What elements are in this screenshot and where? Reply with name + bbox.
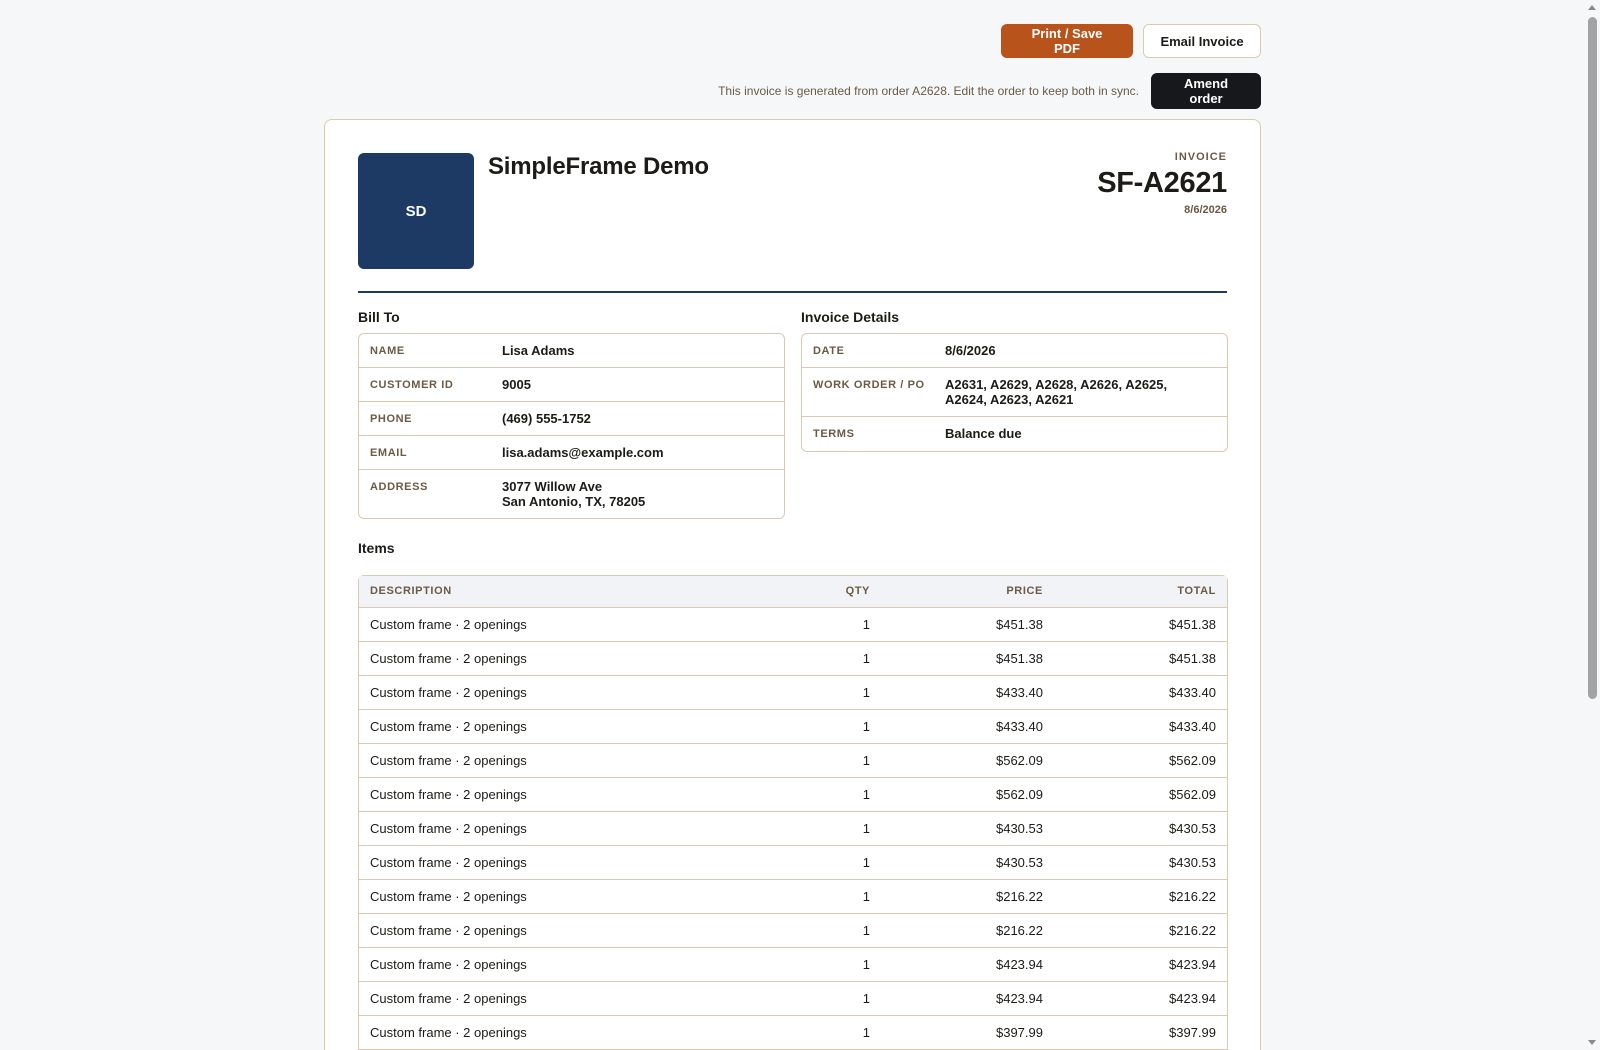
invoice-details-table bbox=[801, 333, 1228, 452]
item-qty: 1 bbox=[796, 879, 881, 913]
item-total: $562.09 bbox=[1054, 743, 1227, 777]
item-description: Custom frame · 2 openings bbox=[359, 777, 796, 811]
customer-email: lisa.adams@example.com bbox=[502, 445, 664, 460]
item-qty: 1 bbox=[796, 913, 881, 947]
details-work-order-row bbox=[802, 368, 1227, 417]
table-row bbox=[359, 607, 1227, 641]
item-total: $433.40 bbox=[1054, 675, 1227, 709]
table-row bbox=[359, 981, 1227, 1015]
item-price: $216.22 bbox=[881, 879, 1054, 913]
scroll-down-arrow-icon[interactable] bbox=[1588, 1040, 1596, 1045]
column-header-description: DESCRIPTION bbox=[359, 576, 796, 607]
items-header-row bbox=[359, 576, 1227, 607]
print-save-pdf-button[interactable]: Print / Save PDF bbox=[1001, 24, 1133, 58]
address-line-2: San Antonio, TX, 78205 bbox=[502, 494, 646, 509]
terms-key: TERMS bbox=[813, 428, 855, 440]
item-total: $423.94 bbox=[1054, 947, 1227, 981]
date-key: DATE bbox=[813, 345, 845, 357]
item-total: $451.38 bbox=[1054, 607, 1227, 641]
item-price: $562.09 bbox=[881, 743, 1054, 777]
email-key: EMAIL bbox=[370, 447, 408, 459]
invoice-header bbox=[1097, 151, 1227, 216]
item-price: $451.38 bbox=[881, 607, 1054, 641]
item-price: $430.53 bbox=[881, 845, 1054, 879]
item-description: Custom frame · 2 openings bbox=[359, 981, 796, 1015]
item-description: Custom frame · 2 openings bbox=[359, 743, 796, 777]
scroll-up-arrow-icon[interactable] bbox=[1588, 5, 1596, 10]
header-divider bbox=[358, 291, 1227, 293]
item-description: Custom frame · 2 openings bbox=[359, 879, 796, 913]
items-table-wrapper bbox=[358, 575, 1228, 1050]
invoice-label: INVOICE bbox=[1174, 151, 1227, 163]
address-key: ADDRESS bbox=[370, 481, 428, 493]
table-row bbox=[359, 777, 1227, 811]
item-description: Custom frame · 2 openings bbox=[359, 675, 796, 709]
item-description: Custom frame · 2 openings bbox=[359, 845, 796, 879]
item-price: $397.99 bbox=[881, 1015, 1054, 1049]
column-header-price: PRICE bbox=[881, 576, 1054, 607]
table-row bbox=[359, 811, 1227, 845]
invoice-document bbox=[324, 119, 1261, 1050]
invoice-details-title: Invoice Details bbox=[801, 309, 900, 325]
details-date-row bbox=[802, 334, 1227, 368]
customer-id-key: CUSTOMER ID bbox=[370, 379, 454, 391]
item-qty: 1 bbox=[796, 607, 881, 641]
item-price: $433.40 bbox=[881, 675, 1054, 709]
sync-note-text: This invoice is generated from order A2628. Edit the order to keep both in sync. bbox=[718, 84, 1139, 98]
details-date: 8/6/2026 bbox=[945, 343, 996, 358]
bill-to-customer-id-row bbox=[359, 368, 784, 402]
table-row bbox=[359, 709, 1227, 743]
address-line-1: 3077 Willow Ave bbox=[502, 479, 603, 494]
item-qty: 1 bbox=[796, 981, 881, 1015]
item-description: Custom frame · 2 openings bbox=[359, 709, 796, 743]
item-qty: 1 bbox=[796, 641, 881, 675]
customer-name: Lisa Adams bbox=[502, 343, 575, 358]
item-description: Custom frame · 2 openings bbox=[359, 1015, 796, 1049]
item-total: $451.38 bbox=[1054, 641, 1227, 675]
company-logo bbox=[358, 153, 474, 269]
item-qty: 1 bbox=[796, 1015, 881, 1049]
item-price: $562.09 bbox=[881, 777, 1054, 811]
item-total: $430.53 bbox=[1054, 811, 1227, 845]
bill-to-email-row bbox=[359, 436, 784, 470]
table-row bbox=[359, 743, 1227, 777]
item-qty: 1 bbox=[796, 743, 881, 777]
item-description: Custom frame · 2 openings bbox=[359, 913, 796, 947]
item-total: $430.53 bbox=[1054, 845, 1227, 879]
email-invoice-button[interactable]: Email Invoice bbox=[1143, 24, 1261, 58]
terms-value: Balance due bbox=[945, 426, 1022, 441]
item-price: $423.94 bbox=[881, 981, 1054, 1015]
work-order-key: WORK ORDER / PO bbox=[813, 379, 925, 391]
item-price: $423.94 bbox=[881, 947, 1054, 981]
work-order-list bbox=[945, 377, 1167, 407]
table-row bbox=[359, 1015, 1227, 1049]
item-qty: 1 bbox=[796, 709, 881, 743]
item-qty: 1 bbox=[796, 845, 881, 879]
phone-key: PHONE bbox=[370, 413, 413, 425]
item-total: $433.40 bbox=[1054, 709, 1227, 743]
table-row bbox=[359, 947, 1227, 981]
customer-phone: (469) 555-1752 bbox=[502, 411, 591, 426]
company-name: SimpleFrame Demo bbox=[488, 153, 709, 180]
item-total: $216.22 bbox=[1054, 879, 1227, 913]
items-title: Items bbox=[358, 540, 395, 556]
customer-id: 9005 bbox=[502, 377, 531, 392]
items-body bbox=[359, 607, 1227, 1049]
table-row bbox=[359, 845, 1227, 879]
table-row bbox=[359, 913, 1227, 947]
invoice-date: 8/6/2026 bbox=[1184, 204, 1227, 216]
bill-to-phone-row bbox=[359, 402, 784, 436]
item-description: Custom frame · 2 openings bbox=[359, 607, 796, 641]
bill-to-name-row bbox=[359, 334, 784, 368]
item-description: Custom frame · 2 openings bbox=[359, 641, 796, 675]
details-terms-row bbox=[802, 417, 1227, 451]
items-table bbox=[359, 576, 1227, 1050]
item-qty: 1 bbox=[796, 777, 881, 811]
invoice-number: SF-A2621 bbox=[1097, 167, 1227, 199]
page-scrollbar[interactable] bbox=[1585, 0, 1600, 1050]
item-price: $451.38 bbox=[881, 641, 1054, 675]
column-header-total: TOTAL bbox=[1054, 576, 1227, 607]
column-header-qty: QTY bbox=[796, 576, 881, 607]
invoice-toolbar bbox=[1001, 24, 1261, 58]
bill-to-address-row bbox=[359, 470, 784, 518]
name-key: NAME bbox=[370, 345, 405, 357]
bill-to-table bbox=[358, 333, 785, 519]
amend-order-button[interactable]: Amend order bbox=[1151, 73, 1261, 109]
logo-initials: SD bbox=[405, 202, 427, 220]
table-row bbox=[359, 675, 1227, 709]
item-total: $216.22 bbox=[1054, 913, 1227, 947]
item-qty: 1 bbox=[796, 811, 881, 845]
item-price: $433.40 bbox=[881, 709, 1054, 743]
scrollbar-thumb[interactable] bbox=[1588, 17, 1597, 699]
item-price: $430.53 bbox=[881, 811, 1054, 845]
customer-address bbox=[502, 479, 645, 509]
table-row bbox=[359, 879, 1227, 913]
item-qty: 1 bbox=[796, 675, 881, 709]
item-total: $562.09 bbox=[1054, 777, 1227, 811]
item-qty: 1 bbox=[796, 947, 881, 981]
table-row bbox=[359, 641, 1227, 675]
item-price: $216.22 bbox=[881, 913, 1054, 947]
bill-to-title: Bill To bbox=[358, 309, 400, 325]
item-description: Custom frame · 2 openings bbox=[359, 947, 796, 981]
item-total: $397.99 bbox=[1054, 1015, 1227, 1049]
item-description: Custom frame · 2 openings bbox=[359, 811, 796, 845]
item-total: $423.94 bbox=[1054, 981, 1227, 1015]
work-order-line-2: A2624, A2623, A2621 bbox=[945, 392, 1074, 407]
sync-notice bbox=[718, 73, 1261, 109]
work-order-line-1: A2631, A2629, A2628, A2626, A2625, bbox=[945, 377, 1168, 392]
